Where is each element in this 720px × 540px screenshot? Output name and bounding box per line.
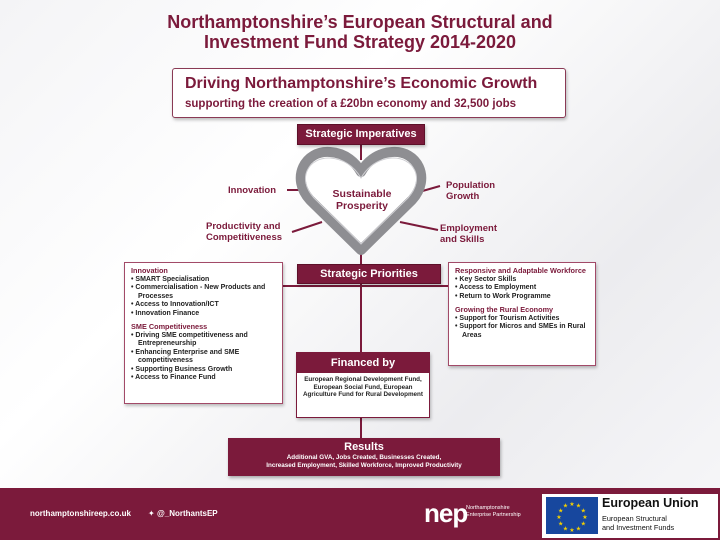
innovation-heading: Innovation bbox=[131, 266, 168, 275]
title-line-2: Investment Fund Strategy 2014-2020 bbox=[203, 32, 517, 52]
svg-text:★: ★ bbox=[569, 501, 575, 508]
results-body-line-2: Increased Employment, Skilled Workforce, Improved Productivity bbox=[266, 462, 462, 469]
nep-line-2: Enterprise Partnership bbox=[466, 511, 521, 518]
list-item: • Commercialisation - New Products and Processes bbox=[131, 284, 276, 301]
eu-title: European Union bbox=[602, 496, 699, 510]
list-item: • Support for Tourism Activities bbox=[455, 315, 589, 324]
svg-text:★: ★ bbox=[575, 502, 582, 510]
financed-by-header: Financed by bbox=[297, 353, 429, 373]
list-item: • SMART Specialisation bbox=[131, 276, 276, 285]
eu-subtitle bbox=[602, 514, 674, 532]
svg-text:★: ★ bbox=[562, 525, 569, 533]
list-item: • Enhancing Enterprise and SME competitiveness bbox=[131, 349, 276, 366]
rural-list bbox=[455, 315, 589, 341]
svg-text:★: ★ bbox=[575, 525, 582, 533]
svg-text:★: ★ bbox=[558, 507, 564, 515]
nep-logo-text bbox=[466, 505, 521, 518]
svg-text:★: ★ bbox=[569, 527, 575, 534]
financed-by-body: European Regional Development Fund, European Social Fund, European Agriculture Fund for Rural Development bbox=[302, 376, 423, 399]
eu-stars bbox=[546, 497, 598, 534]
eu-funding-panel bbox=[542, 494, 718, 538]
list-item: • Supporting Business Growth bbox=[131, 366, 276, 375]
banner-subheading: supporting the creation of a £20bn economy and 32,500 jobs bbox=[185, 98, 517, 110]
svg-text:★: ★ bbox=[556, 514, 562, 521]
banner-heading: Driving Northamptonshire’s Economic Growth bbox=[185, 75, 538, 92]
eu-subtitle-line-2: and Investment Funds bbox=[602, 523, 675, 532]
website-link[interactable]: northamptonshireep.co.uk bbox=[30, 509, 131, 518]
twitter-handle-text: @_NorthantsEP bbox=[156, 509, 218, 518]
results-body-line-1: Additional GVA, Jobs Created, Businesses Created, bbox=[286, 454, 442, 461]
workforce-list bbox=[455, 276, 589, 302]
eu-flag-icon bbox=[546, 497, 598, 534]
list-item: • Access to Finance Fund bbox=[131, 374, 276, 383]
list-item: • Key Sector Skills bbox=[455, 276, 589, 285]
productivity-label: Productivity and Competitiveness bbox=[206, 221, 283, 243]
list-item: • Access to Employment bbox=[455, 284, 589, 293]
svg-text:★: ★ bbox=[580, 507, 586, 515]
innovation-label: Innovation bbox=[228, 185, 277, 196]
svg-text:★: ★ bbox=[558, 520, 564, 528]
list-item: • Access to Innovation/ICT bbox=[131, 301, 276, 310]
eu-subtitle-line-1: European Structural bbox=[602, 514, 667, 523]
list-item: • Innovation Finance bbox=[131, 310, 276, 319]
strategic-imperatives-header: Strategic Imperatives bbox=[297, 124, 425, 145]
title-line-1: Northamptonshire’s European Structural and bbox=[167, 12, 553, 32]
sme-list bbox=[131, 332, 276, 383]
connector-employment bbox=[400, 222, 438, 230]
svg-text:★: ★ bbox=[580, 520, 586, 528]
financed-by-box bbox=[296, 352, 430, 418]
workforce-heading: Responsive and Adaptable Workforce bbox=[455, 266, 586, 275]
sustainable-prosperity-label: Sustainable Prosperity bbox=[332, 188, 392, 212]
list-item: • Return to Work Programme bbox=[455, 293, 589, 302]
sme-heading: SME Competitiveness bbox=[131, 322, 208, 331]
twitter-bird-icon: ✦ bbox=[148, 509, 157, 518]
results-header: Results bbox=[344, 441, 384, 453]
twitter-handle[interactable] bbox=[148, 509, 218, 518]
rural-heading: Growing the Rural Economy bbox=[455, 305, 554, 314]
list-item: • Support for Micros and SMEs in Rural Areas bbox=[455, 323, 589, 340]
list-item: • Driving SME competitiveness and Entrepreneurship bbox=[131, 332, 276, 349]
innovation-list bbox=[131, 276, 276, 319]
workforce-rural-box bbox=[448, 262, 596, 366]
population-growth-label: Population Growth bbox=[446, 180, 496, 202]
svg-text:★: ★ bbox=[562, 502, 569, 510]
employment-skills-label: Employment and Skills bbox=[440, 223, 498, 245]
nep-line-1: Northamptonshire bbox=[466, 505, 510, 511]
results-box bbox=[228, 438, 500, 476]
innovation-sme-box bbox=[124, 262, 283, 404]
nep-logo: nep bbox=[424, 498, 468, 528]
strategic-priorities-header: Strategic Priorities bbox=[297, 264, 441, 284]
svg-text:★: ★ bbox=[582, 514, 588, 521]
